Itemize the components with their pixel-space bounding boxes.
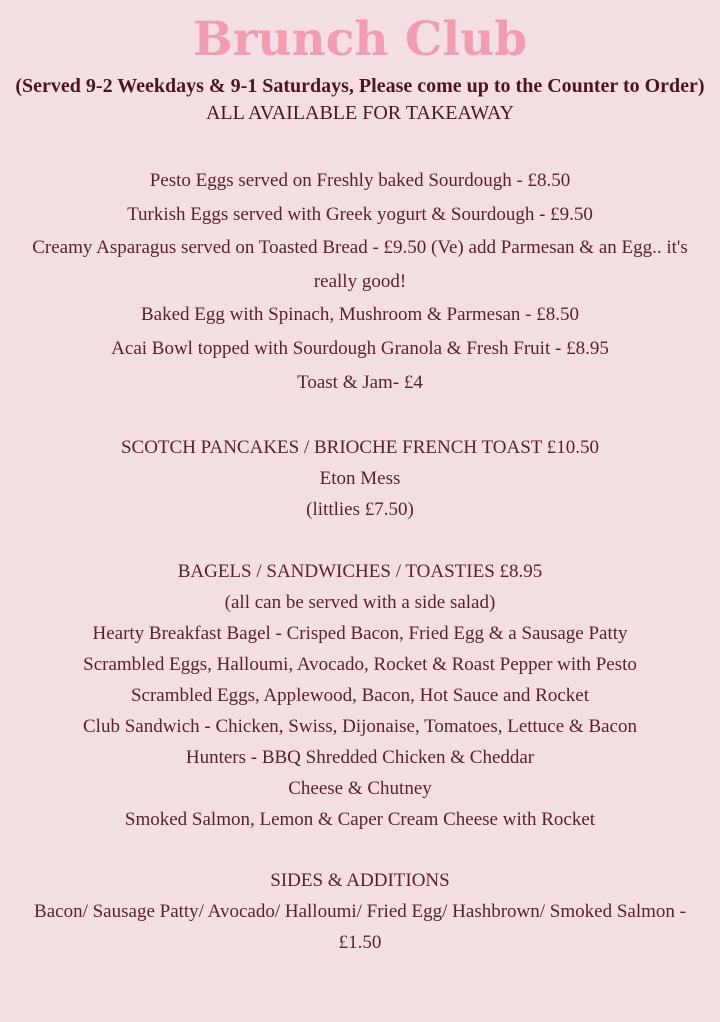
serving-hours-note: (Served 9-2 Weekdays & 9-1 Saturdays, Please come up to the Counter to Order) [15, 75, 705, 97]
takeaway-note: ALL AVAILABLE FOR TAKEAWAY [205, 102, 515, 124]
menu-item-pesto-eggs: Pesto Eggs served on Freshly baked Sourdough - £8.50 [149, 170, 571, 191]
section-heading-bagels: BAGELS / SANDWICHES / TOASTIES £8.95 [177, 561, 543, 583]
sides-list: Bacon/ Sausage Patty/ Avocado/ Halloumi/ Fried Egg/ Hashbrown/ Smoked Salmon - £1.50 [34, 901, 686, 954]
menu-item-breakfast-bagel: Hearty Breakfast Bagel - Crisped Bacon, Fried Egg & a Sausage Patty [92, 623, 628, 645]
side-salad-note: (all can be served with a side salad) [224, 592, 496, 614]
menu-item-cheese-chutney: Cheese & Chutney [288, 778, 432, 800]
section-heading-pancakes: SCOTCH PANCAKES / BRIOCHE FRENCH TOAST £10.50 [120, 437, 600, 459]
menu-item-toast-jam: Toast & Jam- £4 [297, 371, 423, 393]
menu-item-club-sandwich: Club Sandwich - Chicken, Swiss, Dijonaise, Tomatoes, Lettuce & Bacon [83, 716, 637, 738]
menu-item-littlies-price: (littlies £7.50) [306, 499, 414, 521]
pancakes-section [0, 432, 720, 525]
menu-item-creamy-asparagus: Creamy Asparagus served on Toasted Bread - £9.50 (Ve) add Parmesan & an Egg.. it's really good! [32, 237, 688, 292]
section-heading-sides: SIDES & ADDITIONS [270, 870, 450, 892]
menu-item-hunters: Hunters - BBQ Shredded Chicken & Cheddar [185, 747, 535, 769]
menu-item-baked-egg: Baked Egg with Spinach, Mushroom & Parmesan - £8.50 [140, 304, 579, 326]
bagels-section [0, 556, 720, 835]
menu-item-halloumi-eggs: Scrambled Eggs, Halloumi, Avocado, Rocket & Roast Pepper with Pesto [83, 654, 637, 676]
sides-section [0, 865, 720, 958]
menu-item-eton-mess: Eton Mess [319, 468, 401, 490]
menu-item-acai-bowl: Acai Bowl topped with Sourdough Granola & Fresh Fruit - £8.95 [111, 337, 609, 359]
menu-item-smoked-salmon: Smoked Salmon, Lemon & Caper Cream Cheese with Rocket [124, 809, 596, 831]
menu-item-applewood-eggs: Scrambled Eggs, Applewood, Bacon, Hot Sauce and Rocket [130, 685, 589, 707]
page-title: Brunch Club [192, 12, 528, 67]
menu-item-turkish-eggs: Turkish Eggs served with Greek yogurt & Sourdough - £9.50 [127, 203, 593, 225]
brunch-section [0, 164, 720, 399]
